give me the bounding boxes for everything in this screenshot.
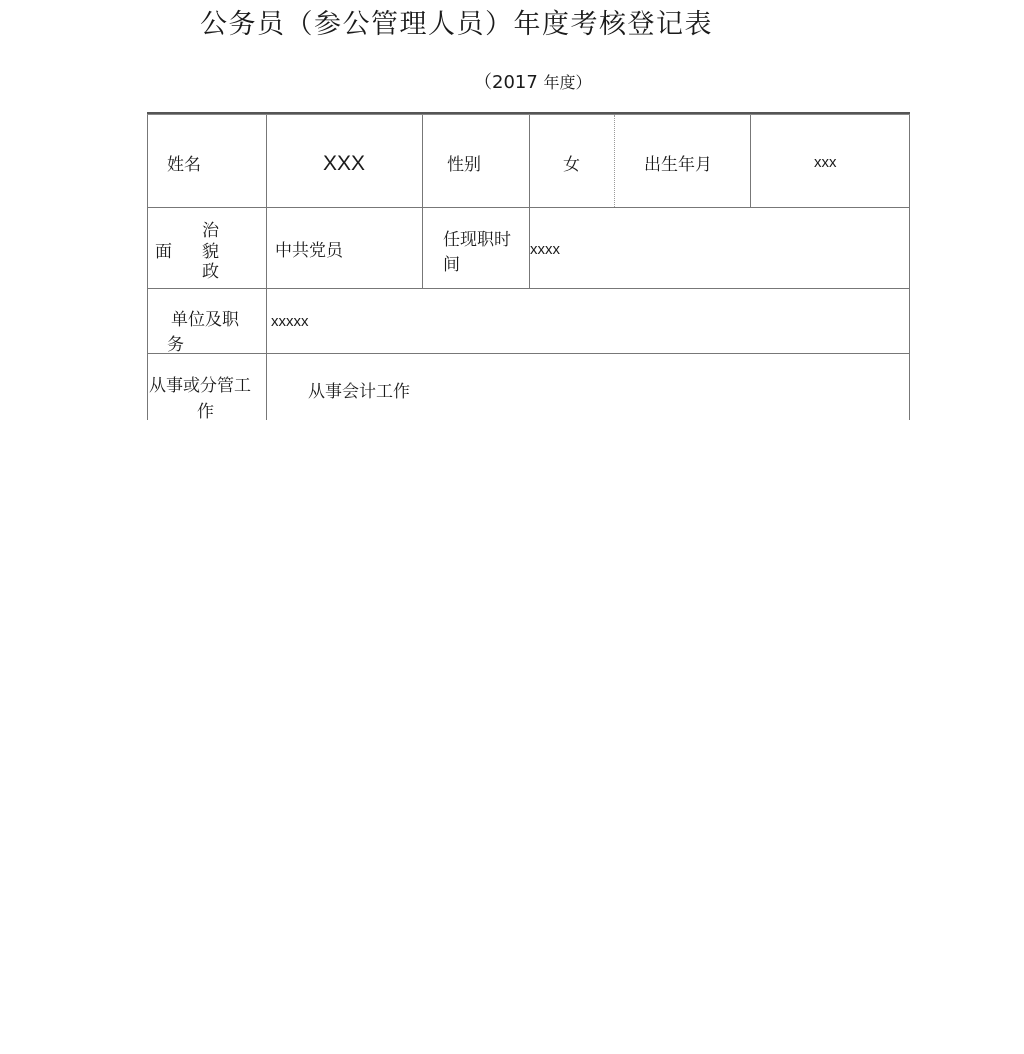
row-separator: [147, 353, 910, 354]
subtitle-suffix: 年度）: [543, 73, 592, 92]
birth-label: 出生年月: [644, 155, 712, 175]
registration-form-table: [147, 115, 910, 420]
document-title: 公务员（参公管理人员）年度考核登记表: [200, 9, 713, 40]
gender-label: 性别: [447, 155, 481, 175]
work-label-line1: 从事或分管工: [149, 376, 251, 396]
gender-value: 女: [563, 155, 580, 175]
row-separator: [147, 207, 910, 208]
birth-value: xxx: [814, 154, 837, 171]
row1-divider: [750, 115, 751, 207]
political-label-char-zhi: 治: [202, 221, 219, 241]
row1-row2-divider: [422, 115, 423, 288]
tenure-label-line2: 间: [443, 255, 460, 275]
unit-label-line2: 务: [167, 335, 184, 355]
document-subtitle: [474, 68, 592, 94]
row1-divider: [266, 115, 267, 207]
name-value: XXX: [323, 152, 366, 175]
row-separator: [147, 288, 910, 289]
row1-row2-divider: [529, 115, 530, 288]
unit-value: xxxxx: [271, 313, 309, 330]
table-border-right: [909, 115, 910, 420]
tenure-value: xxxx: [530, 241, 560, 258]
political-label-char-mao: 貌: [202, 242, 219, 262]
tenure-label-line1: 任现职时: [443, 230, 511, 250]
political-label-char-zheng: 政: [202, 262, 219, 282]
table-border-left: [147, 115, 148, 420]
label-column-divider: [266, 207, 267, 420]
work-label-line2: 作: [197, 402, 214, 422]
name-label: 姓名: [167, 155, 201, 175]
row1-dotted-divider: [614, 115, 616, 207]
work-value: 从事会计工作: [308, 382, 410, 402]
unit-label-line1: 单位及职: [171, 310, 239, 330]
political-label-char-mian: 面: [155, 242, 172, 262]
subtitle-year: （2017: [474, 72, 538, 93]
political-value: 中共党员: [275, 241, 343, 261]
